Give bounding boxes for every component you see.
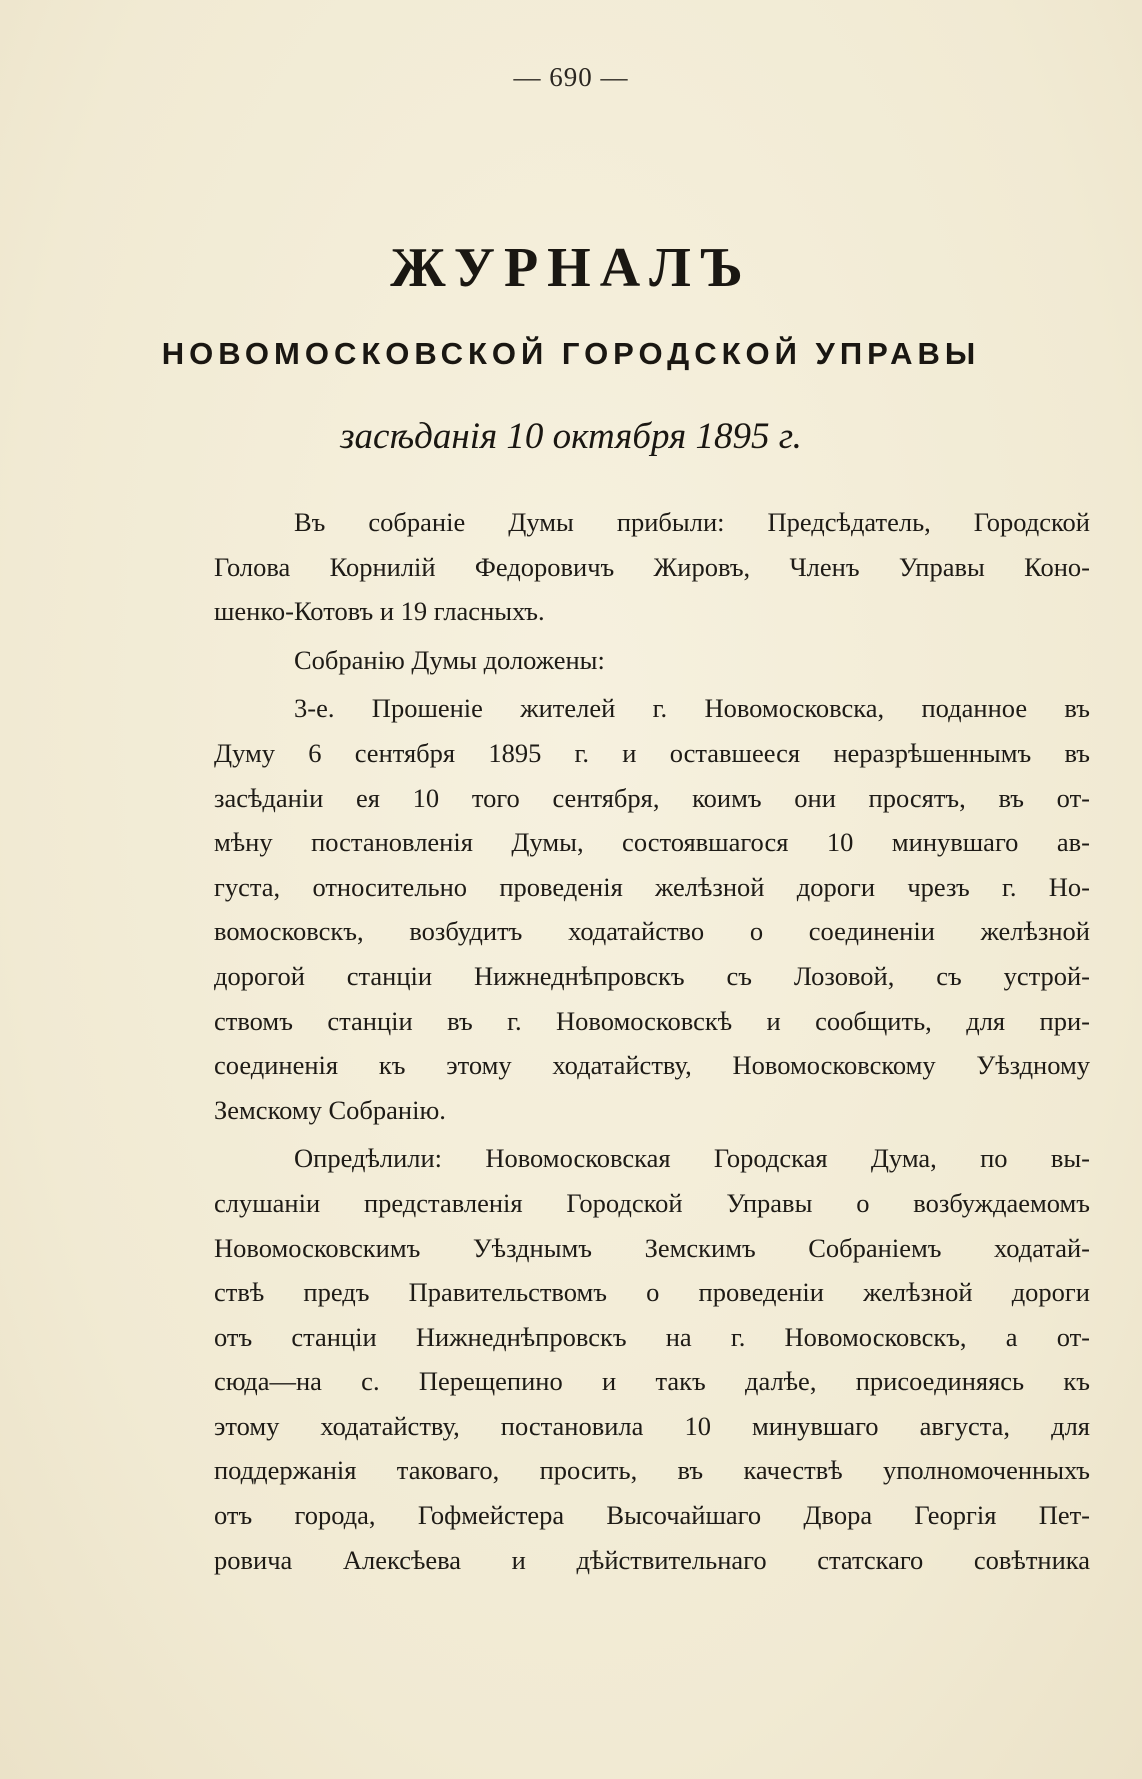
text-line: поддержанія таковаго, просить, въ качествѣ уполномоченныхъ [214, 1455, 1090, 1486]
text-line: сюда—на с. Перещепино и такъ далѣе, присоединяясь къ [214, 1366, 1090, 1397]
text-line: мѣну постановленія Думы, состоявшагося 10 минувшаго ав- [214, 827, 1090, 858]
text-line: шенко-Котовъ и 19 гласныхъ. [214, 596, 545, 627]
text-line: засѣданіи ея 10 того сентября, коимъ они просятъ, въ от- [214, 782, 1090, 813]
page-number: — 690 — [513, 62, 629, 92]
text-line: отъ города, Гофмейстера Высочайшаго Двора Георгія Пет- [214, 1500, 1090, 1531]
text-line: слушаніи представленія Городской Управы о возбуждаемомъ [214, 1187, 1090, 1218]
text-line: Земскому Собранію. [214, 1094, 446, 1125]
session-date: засѣданія 10 октября 1895 г. [340, 416, 802, 457]
text-line: ровича Алексѣева и дѣйствительнаго статскаго совѣтника [214, 1544, 1090, 1575]
paragraph-attendance [214, 500, 1090, 634]
text-line: густа, относительно проведенія желѣзной дороги чрезъ г. Но- [214, 871, 1090, 902]
text-line: Думу 6 сентября 1895 г. и оставшееся неразрѣшеннымъ въ [214, 737, 1090, 768]
text-line: вомосковскъ, возбудитъ ходатайство о соединеніи желѣзной [214, 916, 1090, 947]
text-line: Собранію Думы доложены: [294, 644, 605, 675]
text-line: ствомъ станціи въ г. Новомосковскѣ и сообщить, для при- [214, 1005, 1090, 1036]
text-line: Голова Корнилій Федоровичъ Жировъ, Членъ Управы Коно- [214, 551, 1090, 582]
paragraph-petition [214, 686, 1090, 1132]
paragraph-resolution [214, 1136, 1090, 1582]
body-text [214, 500, 1090, 1582]
text-line: ствѣ предъ Правительствомъ о проведеніи желѣзной дороги [214, 1277, 1090, 1308]
text-line: отъ станціи Нижнеднѣпровскъ на г. Новомосковскъ, а от- [214, 1321, 1090, 1352]
text-line: 3-е. Прошеніе жителей г. Новомосковска, поданное въ [294, 693, 1090, 724]
document-subtitle: НОВОМОСКОВСКОЙ ГОРОДСКОЙ УПРАВЫ [161, 336, 981, 371]
text-line: соединенія къ этому ходатайству, Новомосковскому Уѣздному [214, 1050, 1090, 1081]
text-line: дорогой станціи Нижнеднѣпровскъ съ Лозовой, съ устрой- [214, 960, 1090, 991]
text-line: этому ходатайству, постановила 10 минувшаго августа, для [214, 1410, 1090, 1441]
text-line: Въ собраніе Думы прибыли: Предсѣдатель, Городской [294, 507, 1090, 537]
text-line: Новомосковскимъ Уѣзднымъ Земскимъ Собраніемъ ходатай- [214, 1232, 1090, 1263]
text-line: Опредѣлили: Новомосковская Городская Дума, по вы- [294, 1143, 1090, 1174]
document-title: ЖУРНАЛЪ [390, 237, 752, 299]
paragraph-reported [214, 638, 1090, 683]
